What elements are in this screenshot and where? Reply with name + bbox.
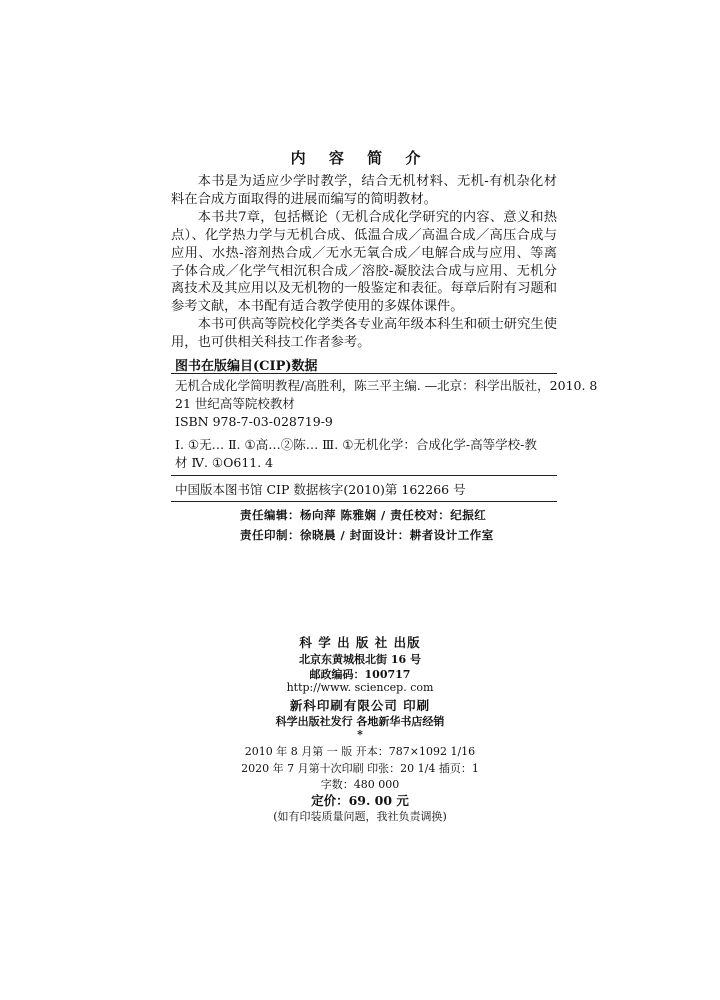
publisher-address: 北京东黄城根北街 16 号 bbox=[299, 653, 421, 666]
printing-line: 2020 年 7 月第十次印刷 印张：20 1/4 插页：1 bbox=[241, 762, 479, 775]
publisher-line: 科 学 出 版 社 出版 bbox=[299, 635, 421, 650]
cip-header: 图书在版编目(CIP)数据 bbox=[175, 359, 318, 374]
cip-line: 无机合成化学简明教程/高胜利，陈三平主编. —北京：科学出版社，2010. 8 bbox=[175, 378, 598, 393]
intro-paragraph: 本书是为适应少学时教学，结合无机材料、无机-有机杂化材料在合成方面取得的进展而编写的简明教材。 bbox=[171, 174, 557, 207]
publisher-postcode: 邮政编码：100717 bbox=[309, 668, 411, 681]
edition-line: 2010 年 8 月第 一 版 开本：787×1092 1/16 bbox=[244, 745, 476, 758]
credits-editors: 责任编辑：杨向萍 陈雅娴 / 责任校对：纪振红 bbox=[240, 508, 487, 522]
divider bbox=[171, 373, 557, 374]
distribution-line: 科学出版社发行 各地新华书店经销 bbox=[275, 715, 445, 728]
cip-bibliographic bbox=[175, 377, 598, 431]
price: 定价：69. 00 元 bbox=[311, 793, 409, 808]
cip-line: ISBN 978-7-03-028719-9 bbox=[175, 414, 333, 429]
cip-classification bbox=[175, 436, 555, 472]
cip-record-line: 中国版本图书馆 CIP 数据核字(2010)第 162266 号 bbox=[175, 482, 466, 497]
separator-star: * bbox=[357, 728, 363, 741]
cip-record bbox=[175, 481, 555, 499]
quality-notice: (如有印装质量问题，我社负责调换) bbox=[273, 810, 447, 823]
divider bbox=[171, 475, 557, 476]
credits-production: 责任印制：徐晓晨 / 封面设计：耕者设计工作室 bbox=[240, 528, 494, 542]
intro-body bbox=[171, 173, 557, 352]
printer-line: 新科印刷有限公司 印刷 bbox=[289, 698, 431, 713]
cip-class-line: Ⅰ. ①无… Ⅱ. ①高…②陈… Ⅲ. ①无机化学：合成化学-高等学校-教 bbox=[175, 437, 537, 452]
cip-class-line: 材 Ⅳ. ①O611. 4 bbox=[175, 455, 274, 470]
cip-line: 21 世纪高等院校教材 bbox=[175, 396, 295, 411]
publisher-website: http://www. sciencep. com bbox=[286, 681, 434, 694]
word-count: 字数：480 000 bbox=[320, 778, 400, 791]
intro-title: 内 容 简 介 bbox=[290, 149, 430, 167]
intro-paragraph: 本书可供高等院校化学类各专业高年级本科生和硕士研究生使用，也可供相关科技工作者参考。 bbox=[171, 317, 557, 351]
intro-paragraph: 本书共7章，包括概论（无机合成化学研究的内容、意义和热点）、化学热力学与无机合成、低温合成／高温合成／高压合成与应用、水热-溶剂热合成／无水无氧合成／电解合成与应用、等离子体合成／化学气相沉积合成／溶胶-凝胶法合成与应用、无机分离技术及其应用以及无机物的一般鉴定和表征。每章后附有习题和参考文献，本书配有适合教学使用的多媒体课件。 bbox=[171, 209, 557, 315]
divider bbox=[171, 501, 557, 502]
